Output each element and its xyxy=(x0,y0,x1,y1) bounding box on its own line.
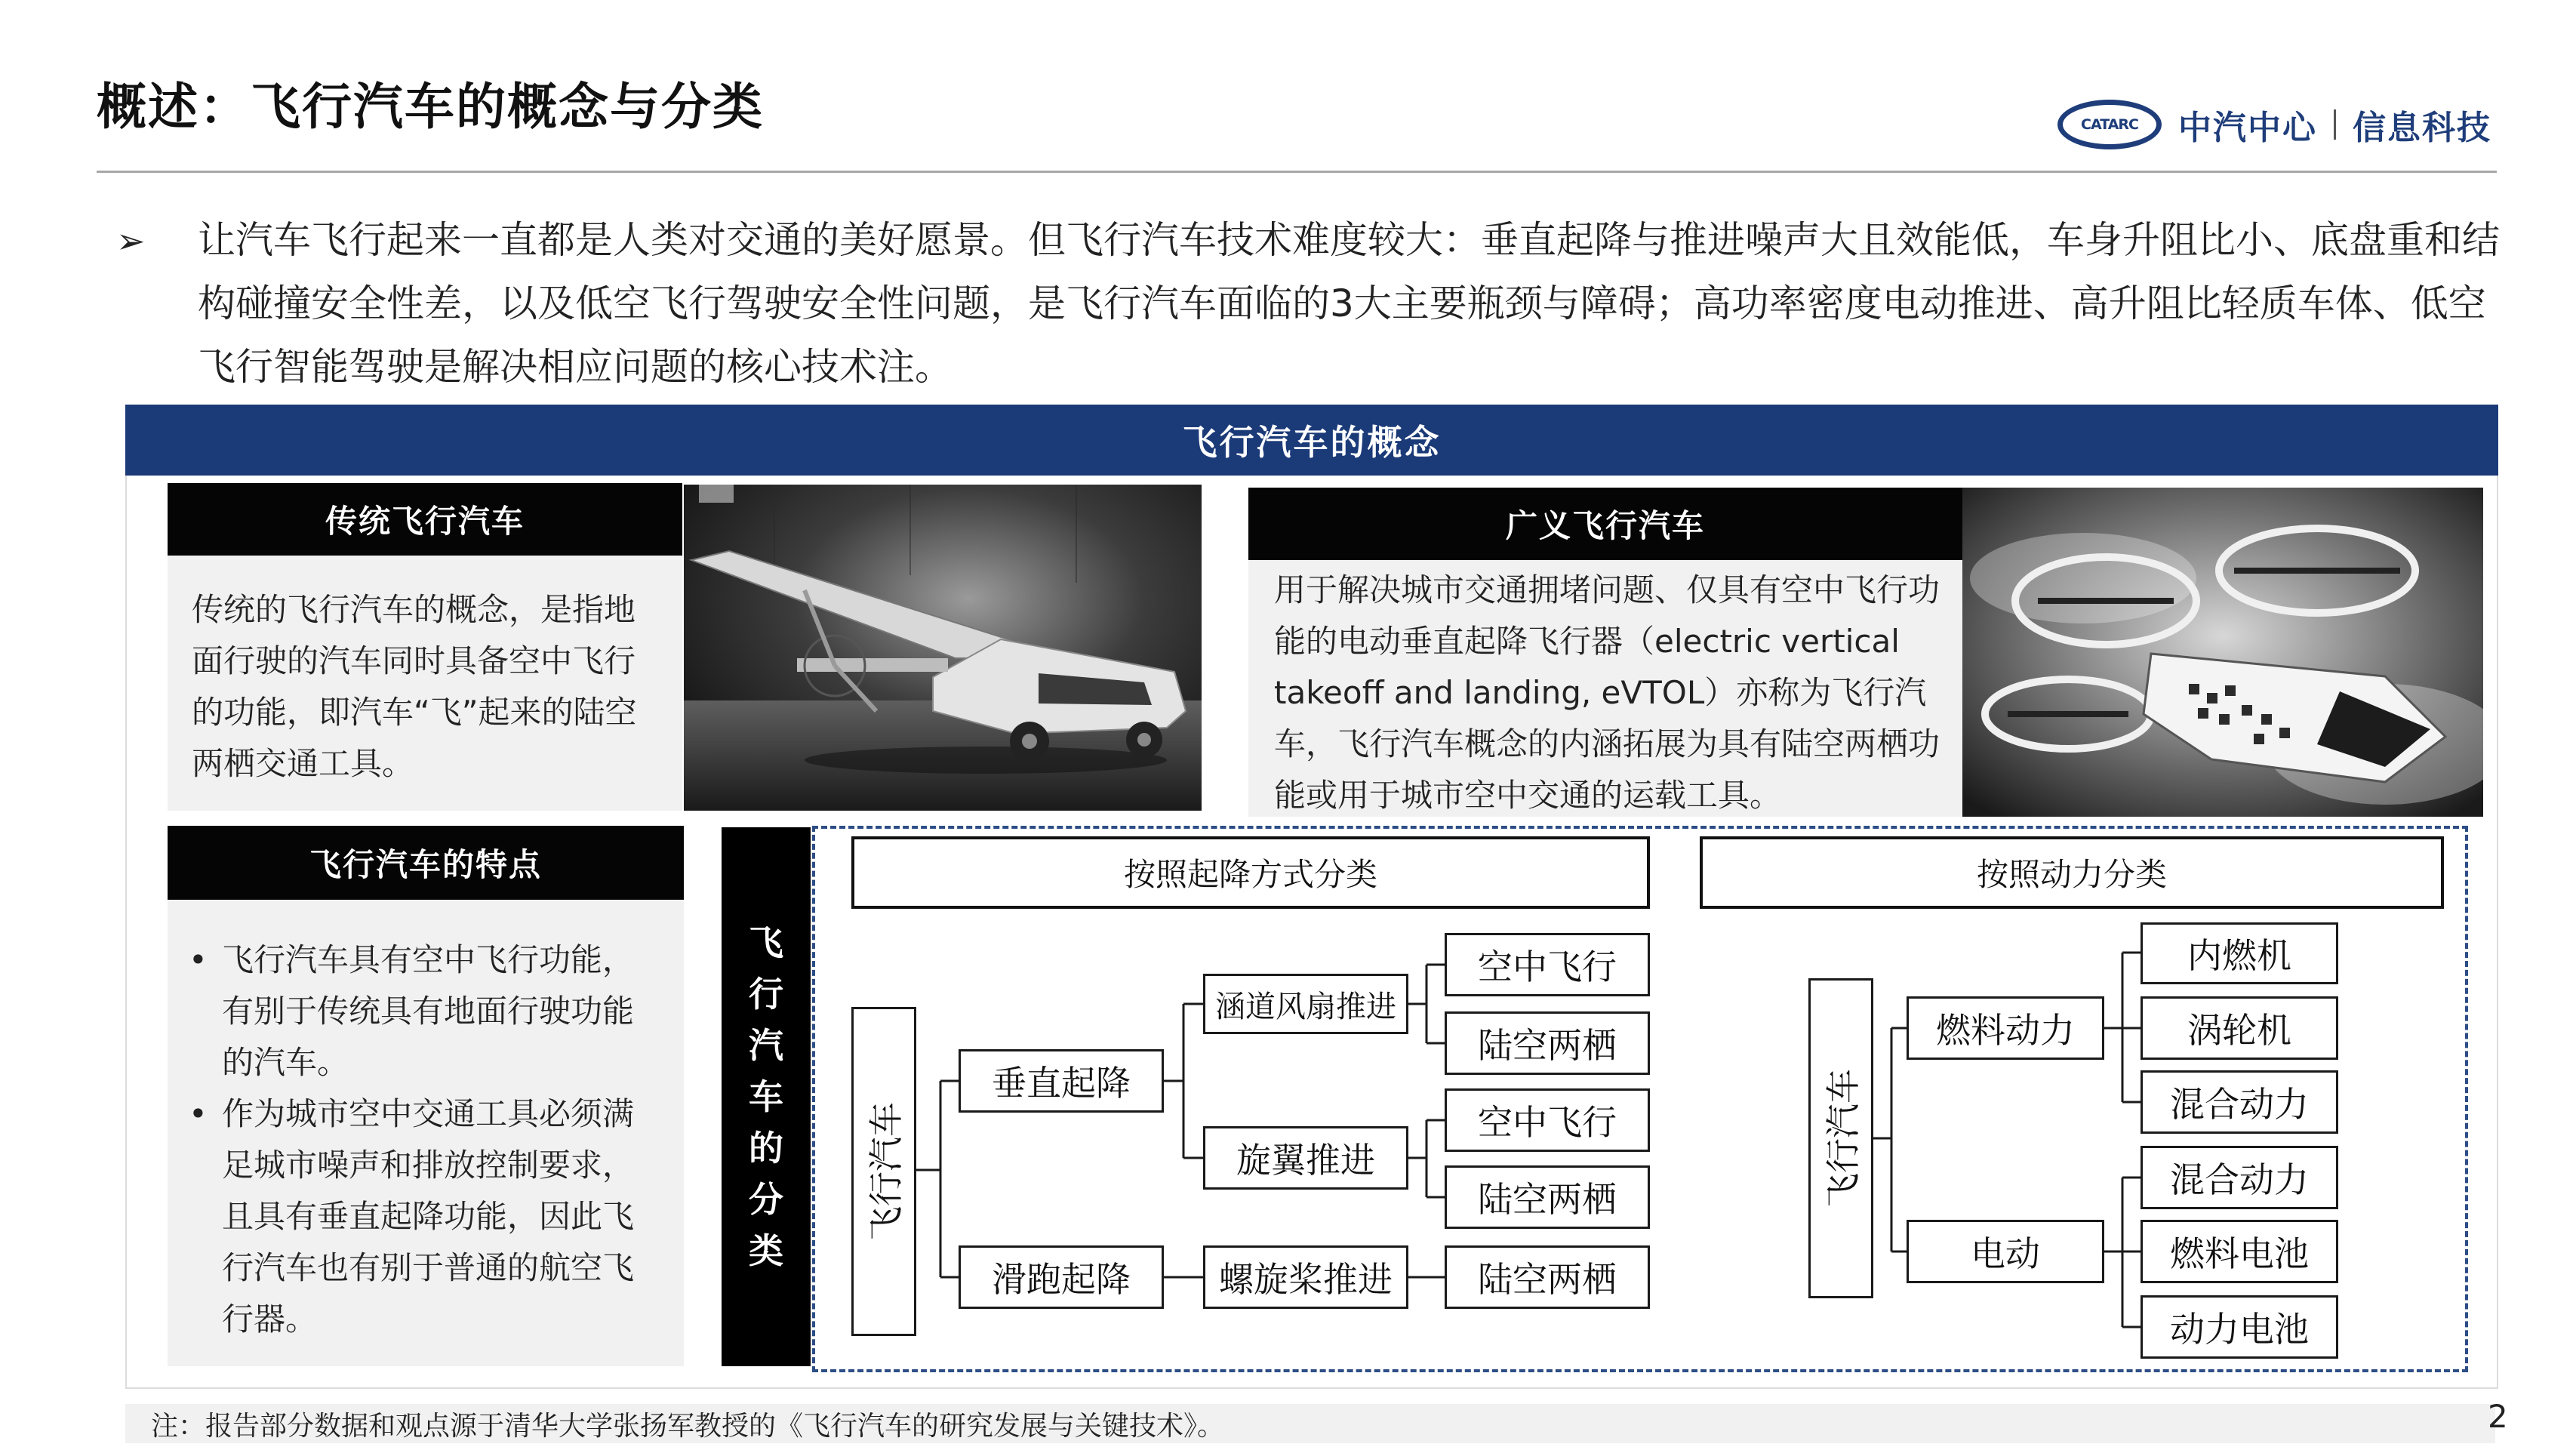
side-label-char: 类 xyxy=(749,1230,783,1271)
concept-title-bar: 飞行汽车的概念 xyxy=(125,405,2498,476)
feature-item: • 飞行汽车具有空中飞行功能，有别于传统具有地面行驶功能的汽车。 xyxy=(186,934,664,1088)
takeoff-root-node xyxy=(851,1007,916,1336)
features-card-title: 飞行汽车的特点 xyxy=(168,826,684,900)
catarc-logo-mark: CATARC xyxy=(2057,100,2162,149)
footnote: 注：报告部分数据和观点源于清华大学张扬军教授的《飞行汽车的研究发展与关键技术》。 xyxy=(125,1404,2495,1443)
node-fuel-cell: 燃料电池 xyxy=(2141,1220,2338,1283)
side-label-char: 车 xyxy=(749,1076,783,1117)
side-label-char: 分 xyxy=(749,1179,783,1220)
node-ice: 内燃机 xyxy=(2141,922,2338,984)
node-fuel-power: 燃料动力 xyxy=(1907,996,2104,1060)
logo-unit: 信息科技 xyxy=(2353,109,2491,147)
traditional-card-text: 传统的飞行汽车的概念，是指地面行驶的汽车同时具备空中飞行的功能，即汽车“飞”起来的陆空两栖交通工具。 xyxy=(192,591,637,782)
side-label-char: 行 xyxy=(749,974,783,1014)
node-amphibious: 陆空两栖 xyxy=(1445,1165,1650,1229)
side-label-char: 的 xyxy=(749,1128,783,1168)
node-hybrid: 混合动力 xyxy=(2141,1146,2338,1209)
node-runway-takeoff: 滑跑起降 xyxy=(959,1245,1164,1309)
generalized-card-text: 用于解决城市交通拥堵问题、仅具有空中飞行功能的电动垂直起降飞行器（electric vertical takeoff and landing, eVTOL）亦称为飞行汽车，飞行汽车概念的内涵拓展为具有陆空两栖功能或用于城市空中交通的运载工具。 xyxy=(1274,571,1940,814)
intro-paragraph: 让汽车飞行起来一直都是人类对交通的美好愿景。但飞行汽车技术难度较大：垂直起降与推进噪声大且效能低，车身升阻比小、底盘重和结构碰撞安全性差，以及低空飞行驾驶安全性问题，是飞行汽车面临的3大主要瓶颈与障碍；高功率密度电动推进、高升阻比轻质车体、低空飞行智能驾驶是解决相应问题的核心技术注。 xyxy=(198,218,2500,389)
generalized-card-title: 广义飞行汽车 xyxy=(1248,488,1962,560)
node-ducted-fan: 涵道风扇推进 xyxy=(1203,974,1408,1034)
power-classification-title: 按照动力分类 xyxy=(1700,836,2444,909)
feature-item: • 作为城市空中交通工具必须满足城市噪声和排放控制要求，且具有垂直起降功能，因此飞行汽车也有别于普通的航空飞行器。 xyxy=(186,1088,664,1345)
side-label-char: 飞 xyxy=(749,922,783,963)
node-air-flight: 空中飞行 xyxy=(1445,933,1650,996)
node-turbine: 涡轮机 xyxy=(2141,996,2338,1060)
node-battery: 动力电池 xyxy=(2141,1295,2338,1359)
intro-bullet-icon: ➢ xyxy=(116,220,146,261)
node-electric: 电动 xyxy=(1907,1220,2104,1283)
node-propeller: 螺旋桨推进 xyxy=(1203,1245,1408,1309)
page-number: 2 xyxy=(2488,1398,2508,1435)
takeoff-root-label: 飞行汽车 xyxy=(866,1102,906,1241)
logo-org: 中汽中心 xyxy=(2178,109,2317,147)
page-title: 概述：飞行汽车的概念与分类 xyxy=(97,78,764,136)
node-rotor: 旋翼推进 xyxy=(1203,1126,1408,1190)
node-air-flight: 空中飞行 xyxy=(1445,1088,1650,1152)
traditional-card-title: 传统飞行汽车 xyxy=(168,483,682,556)
takeoff-classification-title: 按照起降方式分类 xyxy=(851,836,1650,909)
node-vertical-takeoff: 垂直起降 xyxy=(959,1049,1164,1113)
side-label-char: 汽 xyxy=(749,1025,783,1066)
node-amphibious: 陆空两栖 xyxy=(1445,1245,1650,1309)
power-root-label: 飞行汽车 xyxy=(1823,1069,1864,1208)
node-hybrid: 混合动力 xyxy=(2141,1070,2338,1134)
node-amphibious: 陆空两栖 xyxy=(1445,1011,1650,1075)
power-root-node xyxy=(1808,978,1873,1298)
